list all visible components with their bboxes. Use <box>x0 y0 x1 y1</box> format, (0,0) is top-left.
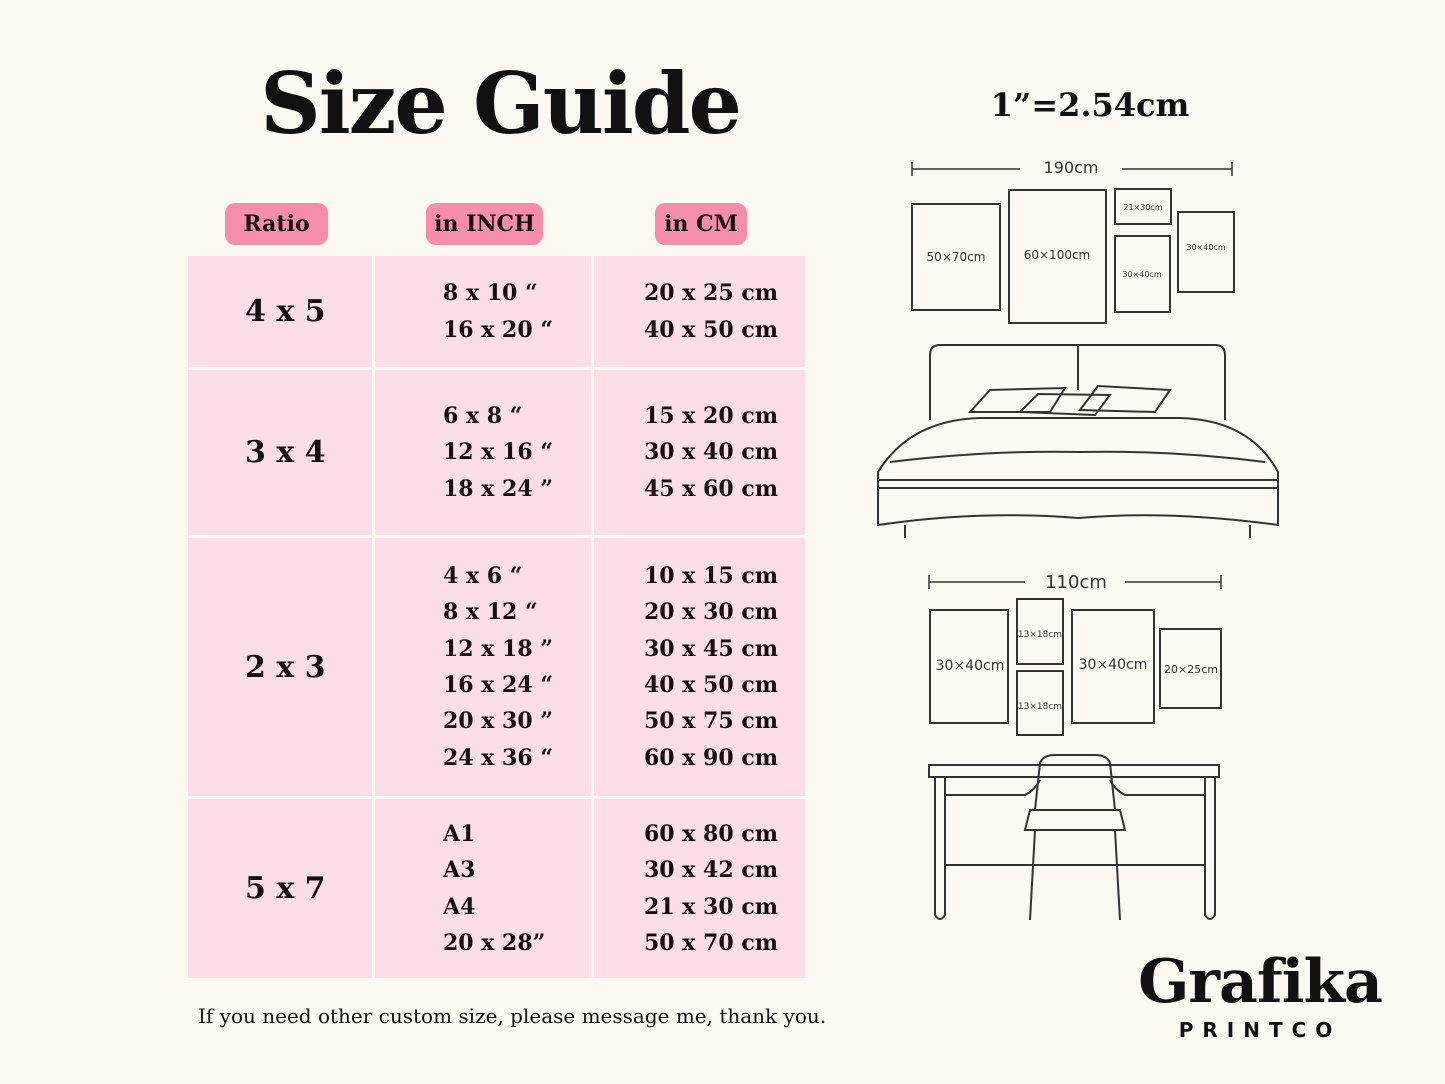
frame-label: 50×70cm <box>926 250 986 264</box>
inch-cell <box>375 256 591 367</box>
ratio-value: 4 x 5 <box>245 294 326 329</box>
bed-wall-illustration <box>870 150 1290 545</box>
ratio-header: Ratio <box>225 203 328 245</box>
cm-size: 30 x 45 cm <box>644 635 778 662</box>
cm-size: 21 x 30 cm <box>644 893 778 920</box>
ratio-value: 5 x 7 <box>245 871 326 906</box>
ratio-cell <box>188 538 372 796</box>
cm-cell <box>594 538 805 796</box>
size-table <box>188 256 805 981</box>
inch-size: 12 x 16 “ <box>443 439 553 466</box>
inch-size: 20 x 30 ” <box>443 708 553 735</box>
inch-size: 20 x 28” <box>443 929 546 956</box>
cm-header: in CM <box>655 203 747 245</box>
cm-size: 20 x 30 cm <box>644 599 778 626</box>
inch-size: A3 <box>443 857 476 884</box>
frame-label: 30×40cm <box>1078 657 1148 673</box>
cm-cell <box>594 799 805 978</box>
ratio-cell <box>188 799 372 978</box>
ratio-value: 3 x 4 <box>245 435 326 470</box>
ratio-cell <box>188 256 372 367</box>
cm-size: 50 x 75 cm <box>644 708 778 735</box>
frame-label: 21×30cm <box>1123 203 1163 212</box>
cm-size: 40 x 50 cm <box>644 672 778 698</box>
ratio-value: 2 x 3 <box>245 649 326 685</box>
inch-size: 12 x 18 ” <box>443 635 553 662</box>
inch-size: 16 x 20 “ <box>443 316 553 343</box>
cm-size: 30 x 40 cm <box>644 439 778 466</box>
table-row <box>188 799 805 978</box>
cm-size: 15 x 20 cm <box>644 403 778 430</box>
inch-cm-conversion: 1”=2.54cm <box>990 86 1190 124</box>
table-row <box>188 256 805 367</box>
cm-size: 60 x 90 cm <box>644 744 778 771</box>
inch-size: 4 x 6 “ <box>443 563 523 590</box>
brand-logo <box>1130 947 1390 1042</box>
logo-subtitle: PRINTCO <box>1178 1018 1342 1042</box>
inch-size: A1 <box>443 820 476 847</box>
cm-size: 50 x 70 cm <box>644 929 778 956</box>
frame <box>1178 212 1234 292</box>
custom-size-note: If you need other custom size, please message me, thank you. <box>198 1004 827 1028</box>
cm-cell <box>594 256 805 367</box>
cm-size: 20 x 25 cm <box>644 280 778 307</box>
frame-label: 60×100cm <box>1023 248 1091 262</box>
inch-size: 18 x 24 ” <box>443 475 553 502</box>
cm-size: 40 x 50 cm <box>644 316 778 343</box>
ratio-cell <box>188 370 372 535</box>
frame-label: 30×40cm <box>1186 243 1226 252</box>
inch-size: A4 <box>443 893 476 920</box>
frame-label: 13×18cm <box>1017 630 1063 640</box>
frame-label: 20×25cm <box>1164 663 1218 676</box>
inch-cell <box>375 799 591 978</box>
frame-label: 30×40cm <box>1122 270 1162 279</box>
desk-wall-illustration <box>915 565 1235 935</box>
inch-size: 16 x 24 “ <box>443 672 553 698</box>
cm-size: 60 x 80 cm <box>644 820 778 847</box>
table-row <box>188 370 805 535</box>
table-row <box>188 538 805 796</box>
inch-size: 24 x 36 “ <box>443 744 553 771</box>
cm-size: 30 x 42 cm <box>644 857 778 884</box>
page-title: Size Guide <box>260 54 740 153</box>
inch-size: 8 x 10 “ <box>443 280 538 307</box>
cm-size: 10 x 15 cm <box>644 563 778 590</box>
inch-size: 8 x 12 “ <box>443 599 538 626</box>
cm-cell <box>594 370 805 535</box>
frame-label: 30×40cm <box>935 658 1005 674</box>
cm-size: 45 x 60 cm <box>644 475 778 502</box>
inch-cell <box>375 370 591 535</box>
inch-cell <box>375 538 591 796</box>
frame-label: 13×18cm <box>1017 702 1063 712</box>
inch-size: 6 x 8 “ <box>443 403 523 430</box>
logo-name: Grafika <box>1138 947 1382 1017</box>
desk-width-label: 110cm <box>1045 572 1107 593</box>
bed-width-label: 190cm <box>1043 158 1099 177</box>
inch-header: in INCH <box>426 203 543 245</box>
